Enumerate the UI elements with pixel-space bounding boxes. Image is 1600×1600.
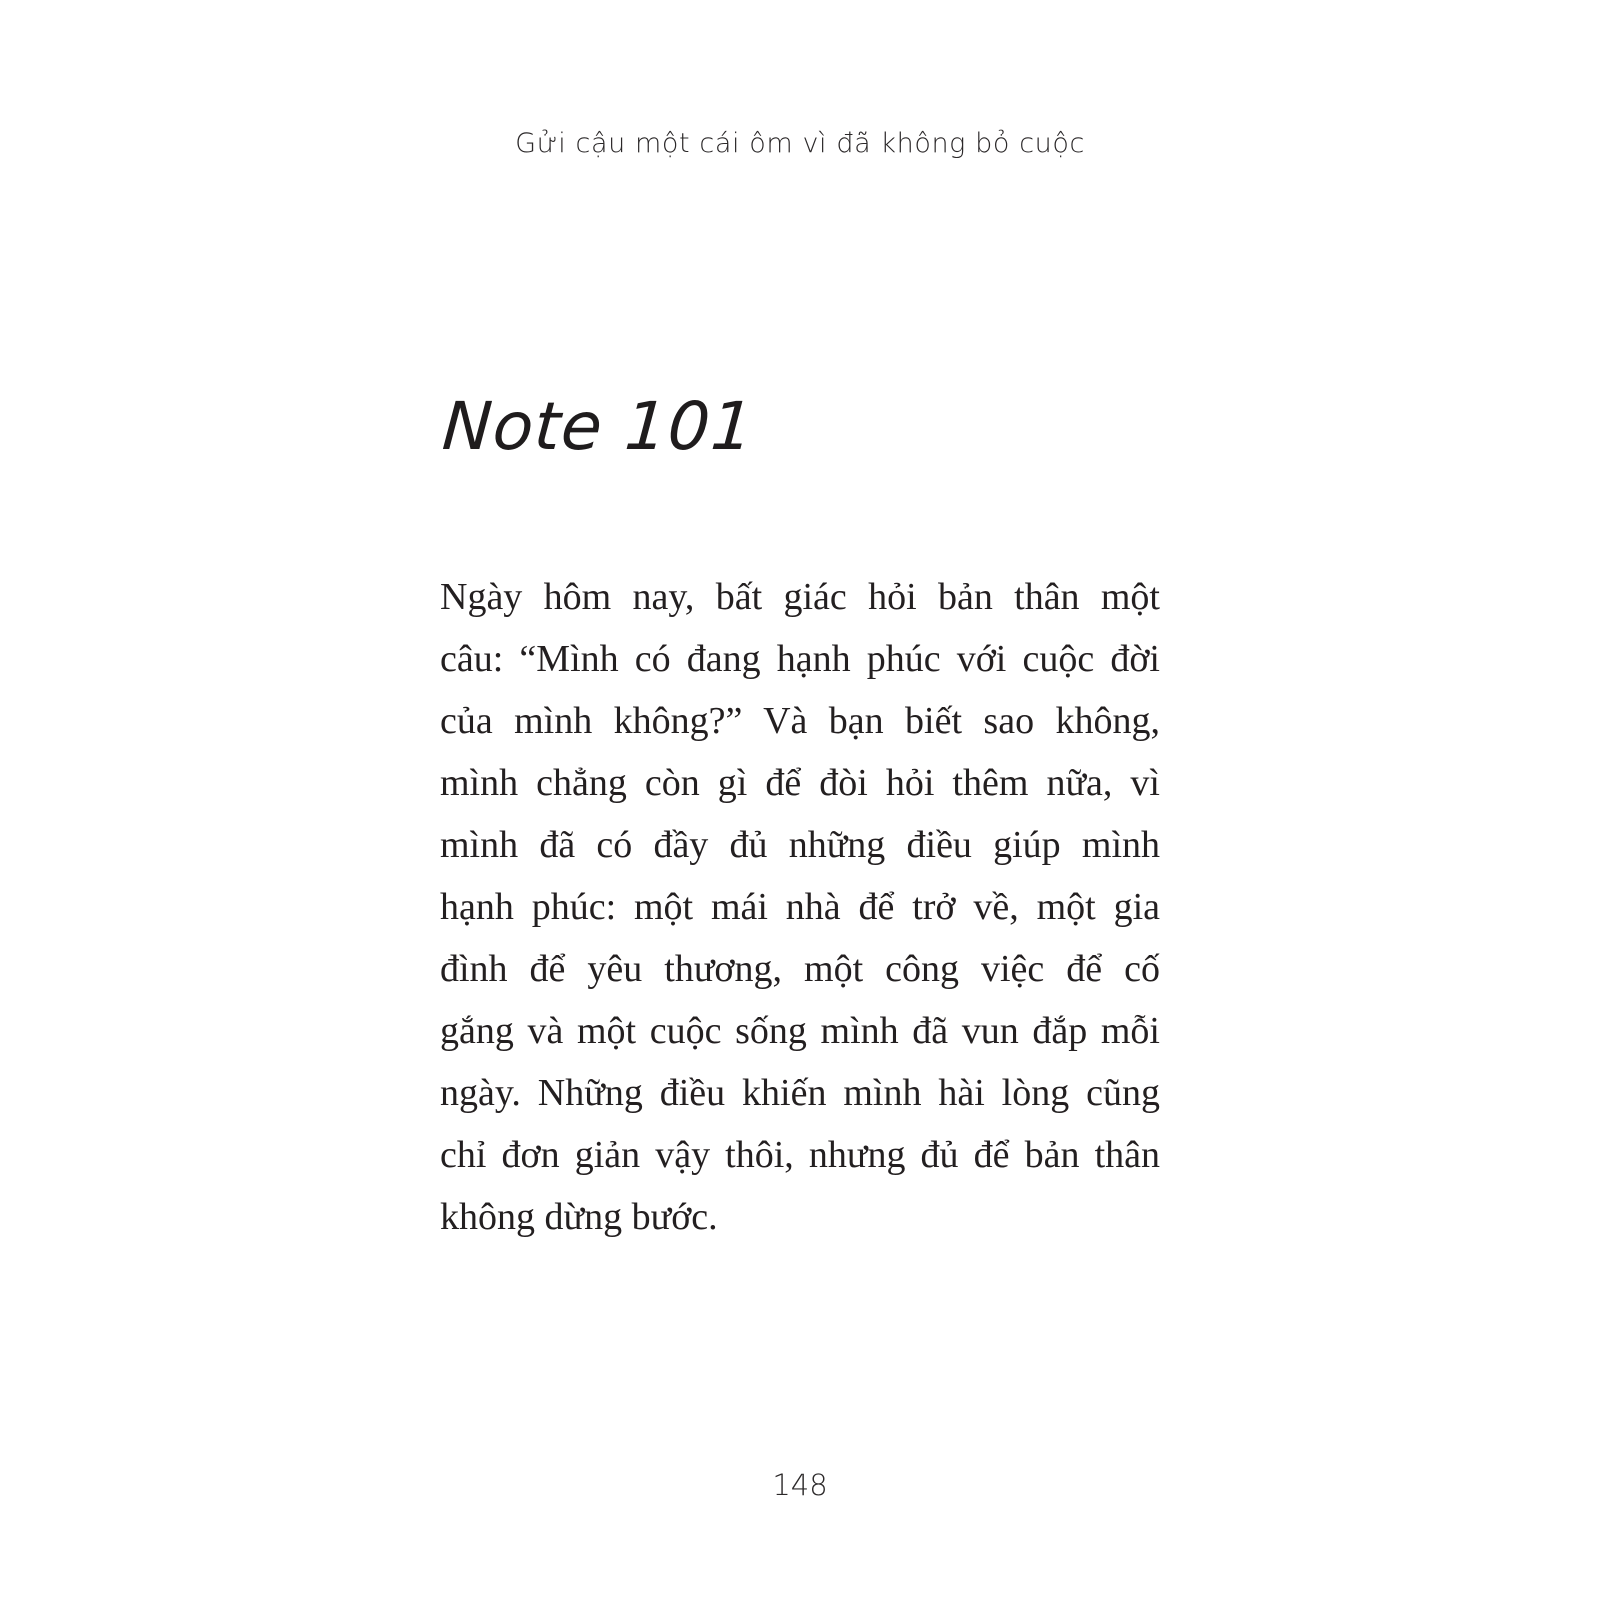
body-line: Ngày hôm nay, bất giác hỏi bản thân một [440,576,1160,618]
body-line: gắng và một cuộc sống mình đã vun đắp mỗi [440,1010,1160,1052]
note-title: Note 101 [440,388,757,465]
body-line: mình đã có đầy đủ những điều giúp mình [440,824,1160,866]
body-line: câu: “Mình có đang hạnh phúc với cuộc đời [440,638,1160,680]
body-line: hạnh phúc: một mái nhà để trở về, một gia [440,886,1160,928]
body-line: mình chẳng còn gì để đòi hỏi thêm nữa, vì [440,762,1160,804]
body-line: chỉ đơn giản vậy thôi, nhưng đủ để bản thân [440,1134,1160,1176]
body-line: của mình không?” Và bạn biết sao không, [440,700,1160,742]
body-line: ngày. Những điều khiến mình hài lòng cũng [440,1072,1160,1114]
running-header-title: Gửi cậu một cái ôm vì đã không bỏ cuộc [515,128,1085,159]
note-body [440,566,1160,1248]
body-line: không dừng bước. [440,1196,718,1238]
body-line: đình để yêu thương, một công việc để cố [440,948,1160,990]
page-number: 148 [772,1468,828,1502]
